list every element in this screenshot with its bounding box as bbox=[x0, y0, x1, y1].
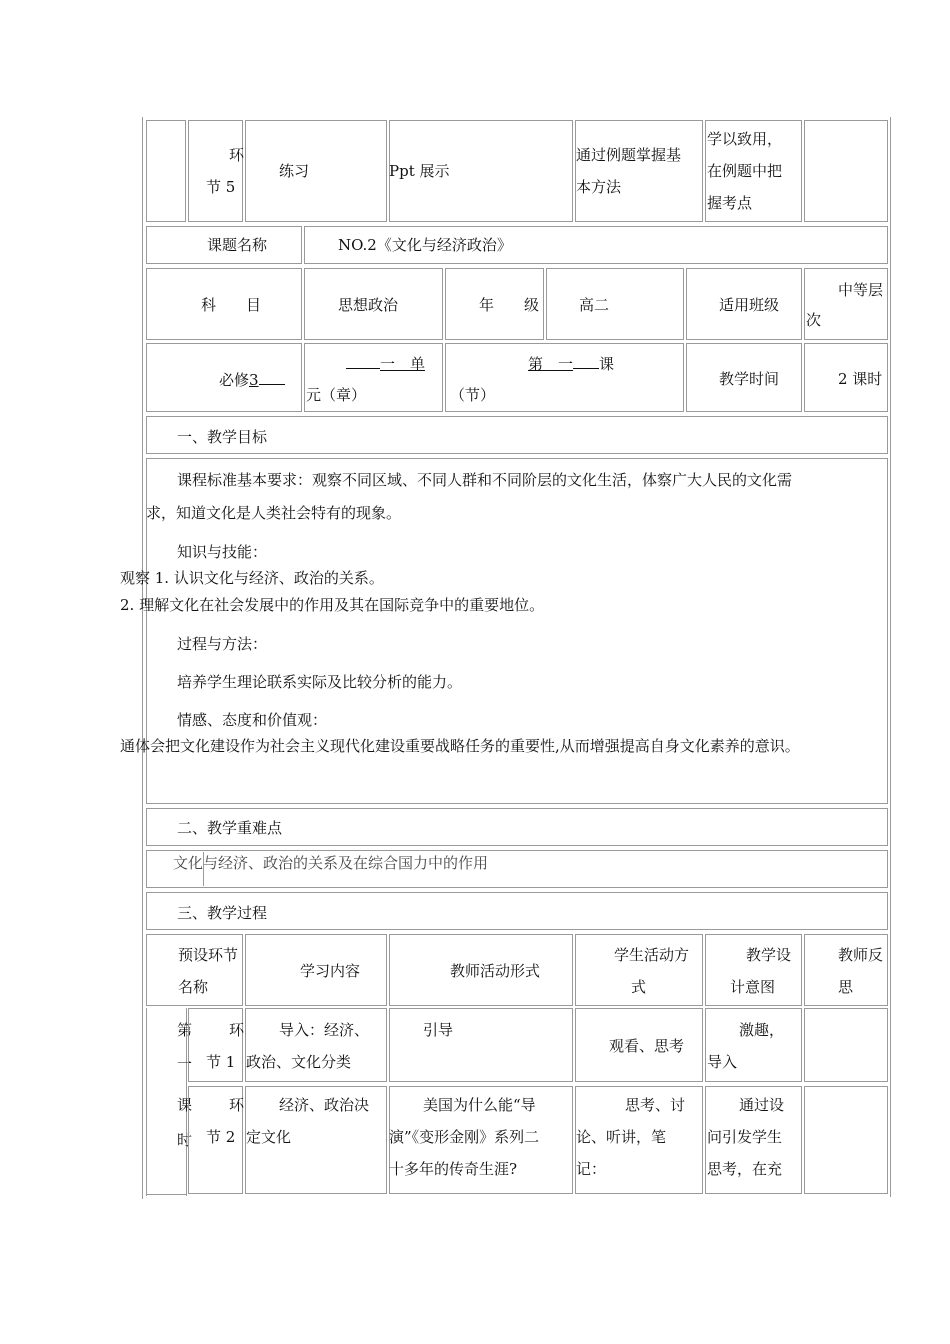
emotion-text: 通体会把文化建设作为社会主义现代化建设重要战略任务的重要性,从而增强提高自身文化素养的意识。 bbox=[120, 737, 800, 755]
side-column-left bbox=[146, 1008, 147, 1196]
row2-intent-b: 问引发学生 bbox=[707, 1128, 783, 1146]
lesson-blank bbox=[573, 352, 599, 369]
row2-student-b: 论、听讲，笔 bbox=[576, 1128, 667, 1146]
top-content: 练习 bbox=[279, 162, 310, 180]
lesson-text-a2: 课 bbox=[599, 355, 615, 373]
outer-left-border bbox=[142, 117, 143, 1199]
grade-label: 年 级 bbox=[479, 296, 540, 314]
row2-teacher-c: 十多年的传奇生涯? bbox=[389, 1160, 518, 1178]
row2-reflect-cell bbox=[804, 1086, 888, 1194]
top-row-cell-1 bbox=[188, 120, 243, 222]
row1-reflect-cell bbox=[804, 1008, 888, 1082]
lesson-text-b: （节） bbox=[450, 386, 496, 404]
row1-student: 观看、思考 bbox=[609, 1037, 685, 1055]
emotion-label: 情感、态度和价值观： bbox=[177, 711, 328, 729]
top-student-a: 通过例题掌握基 bbox=[576, 146, 682, 164]
section1-title: 一、教学目标 bbox=[177, 428, 268, 446]
top-row-cell-6 bbox=[804, 120, 888, 222]
unit-blank bbox=[346, 352, 380, 369]
top-student-b: 本方法 bbox=[576, 178, 622, 196]
top-intent-a: 学以致用， bbox=[707, 130, 783, 148]
row1-content-a: 导入：经济、 bbox=[279, 1021, 370, 1039]
time-label: 教学时间 bbox=[719, 370, 780, 388]
grade-value-cell bbox=[546, 268, 684, 340]
class-label: 适用班级 bbox=[719, 296, 780, 314]
side-char-4: 时 bbox=[177, 1131, 193, 1149]
hdr-step-b: 名称 bbox=[178, 978, 209, 996]
row2-intent-a: 通过设 bbox=[739, 1096, 785, 1114]
knowledge-2: 2. 理解文化在社会发展中的作用及其在国际竞争中的重要地位。 bbox=[120, 596, 545, 614]
section2-text: 文化与经济、政治的关系及在综合国力中的作用 bbox=[173, 854, 489, 872]
side-char-1: 第 bbox=[177, 1021, 193, 1039]
hdr-step-a: 预设环节 bbox=[178, 946, 239, 964]
process-label: 过程与方法： bbox=[177, 635, 268, 653]
row1-intent-b: 导入 bbox=[707, 1053, 738, 1071]
top-step-label-b: 节 5 bbox=[206, 178, 236, 196]
lesson-line-a bbox=[528, 352, 614, 375]
top-step-label-a: 环 bbox=[229, 146, 245, 164]
lesson-text-a: 第 一 bbox=[528, 355, 574, 373]
row2-intent-c: 思考，在充 bbox=[707, 1160, 783, 1178]
hdr-reflect-a: 教师反 bbox=[838, 946, 884, 964]
required-prefix: 必修 bbox=[219, 371, 250, 389]
row1-content-b: 政治、文化分类 bbox=[246, 1053, 352, 1071]
hdr-intent-a: 教学设 bbox=[746, 946, 792, 964]
outer-right-border bbox=[890, 117, 891, 1197]
time-value: 2 课时 bbox=[838, 370, 883, 388]
top-row-cell-4 bbox=[575, 120, 703, 222]
side-column-bottom bbox=[146, 1194, 186, 1195]
course-value: NO.2《文化与经济政治》 bbox=[338, 236, 512, 254]
row1-intent-a: 激趣， bbox=[739, 1021, 785, 1039]
required-label bbox=[219, 368, 285, 391]
required-blank bbox=[259, 368, 285, 385]
row2-teacher-b: 演”《变形金刚》系列二 bbox=[389, 1128, 540, 1146]
class-value-b: 次 bbox=[806, 311, 822, 329]
side-char-3: 课 bbox=[177, 1096, 193, 1114]
process-text: 培养学生理论联系实际及比较分析的能力。 bbox=[177, 673, 463, 691]
unit-text-b: 元（章） bbox=[306, 386, 367, 404]
unit-text-a: 一 单 bbox=[380, 355, 426, 373]
unit-line-a bbox=[346, 352, 425, 375]
row2-student-a: 思考、讨 bbox=[625, 1096, 686, 1114]
row1-step-a: 环 bbox=[229, 1021, 245, 1039]
row1-teacher-cell bbox=[389, 1008, 573, 1082]
top-row-cell-2 bbox=[245, 120, 387, 222]
subject-label: 科 目 bbox=[201, 296, 262, 314]
hdr-content: 学习内容 bbox=[300, 962, 361, 980]
class-value-a: 中等层 bbox=[838, 281, 884, 299]
section3-title: 三、教学过程 bbox=[177, 904, 268, 922]
hdr-teacher: 教师活动形式 bbox=[450, 962, 541, 980]
standard-line-b: 求，知道文化是人类社会特有的现象。 bbox=[146, 504, 402, 522]
required-value: 3 bbox=[249, 371, 259, 389]
row2-content-b: 定文化 bbox=[246, 1128, 292, 1146]
grade-value: 高二 bbox=[579, 296, 610, 314]
section2-title: 二、教学重难点 bbox=[177, 819, 283, 837]
knowledge-label: 知识与技能： bbox=[177, 543, 268, 561]
hdr-student-a: 学生活动方 bbox=[614, 946, 690, 964]
top-intent-c: 握考点 bbox=[707, 194, 753, 212]
row2-content-a: 经济、政治决 bbox=[279, 1096, 370, 1114]
row2-student-c: 记： bbox=[576, 1160, 607, 1178]
knowledge-1: 观察 1. 认识文化与经济、政治的关系。 bbox=[120, 569, 384, 587]
row2-step-a: 环 bbox=[229, 1096, 245, 1114]
side-char-2: 一 bbox=[177, 1055, 193, 1073]
course-label: 课题名称 bbox=[207, 236, 268, 254]
subject-value: 思想政治 bbox=[338, 296, 399, 314]
row1-teacher: 引导 bbox=[423, 1021, 454, 1039]
hdr-intent-b: 计意图 bbox=[730, 978, 776, 996]
standard-line-a: 课程标准基本要求：观察不同区域、不同人群和不同阶层的文化生活，体察广大人民的文化需 bbox=[177, 471, 793, 489]
row2-teacher-a: 美国为什么能“导 bbox=[423, 1096, 536, 1114]
row2-step-b: 节 2 bbox=[206, 1128, 236, 1146]
top-teacher: Ppt 展示 bbox=[389, 162, 450, 180]
top-intent-b: 在例题中把 bbox=[707, 162, 783, 180]
hdr-student-b: 式 bbox=[631, 978, 647, 996]
hdr-reflect-b: 思 bbox=[838, 978, 854, 996]
row1-step-b: 节 1 bbox=[206, 1053, 236, 1071]
top-row-cell-0 bbox=[146, 120, 186, 222]
